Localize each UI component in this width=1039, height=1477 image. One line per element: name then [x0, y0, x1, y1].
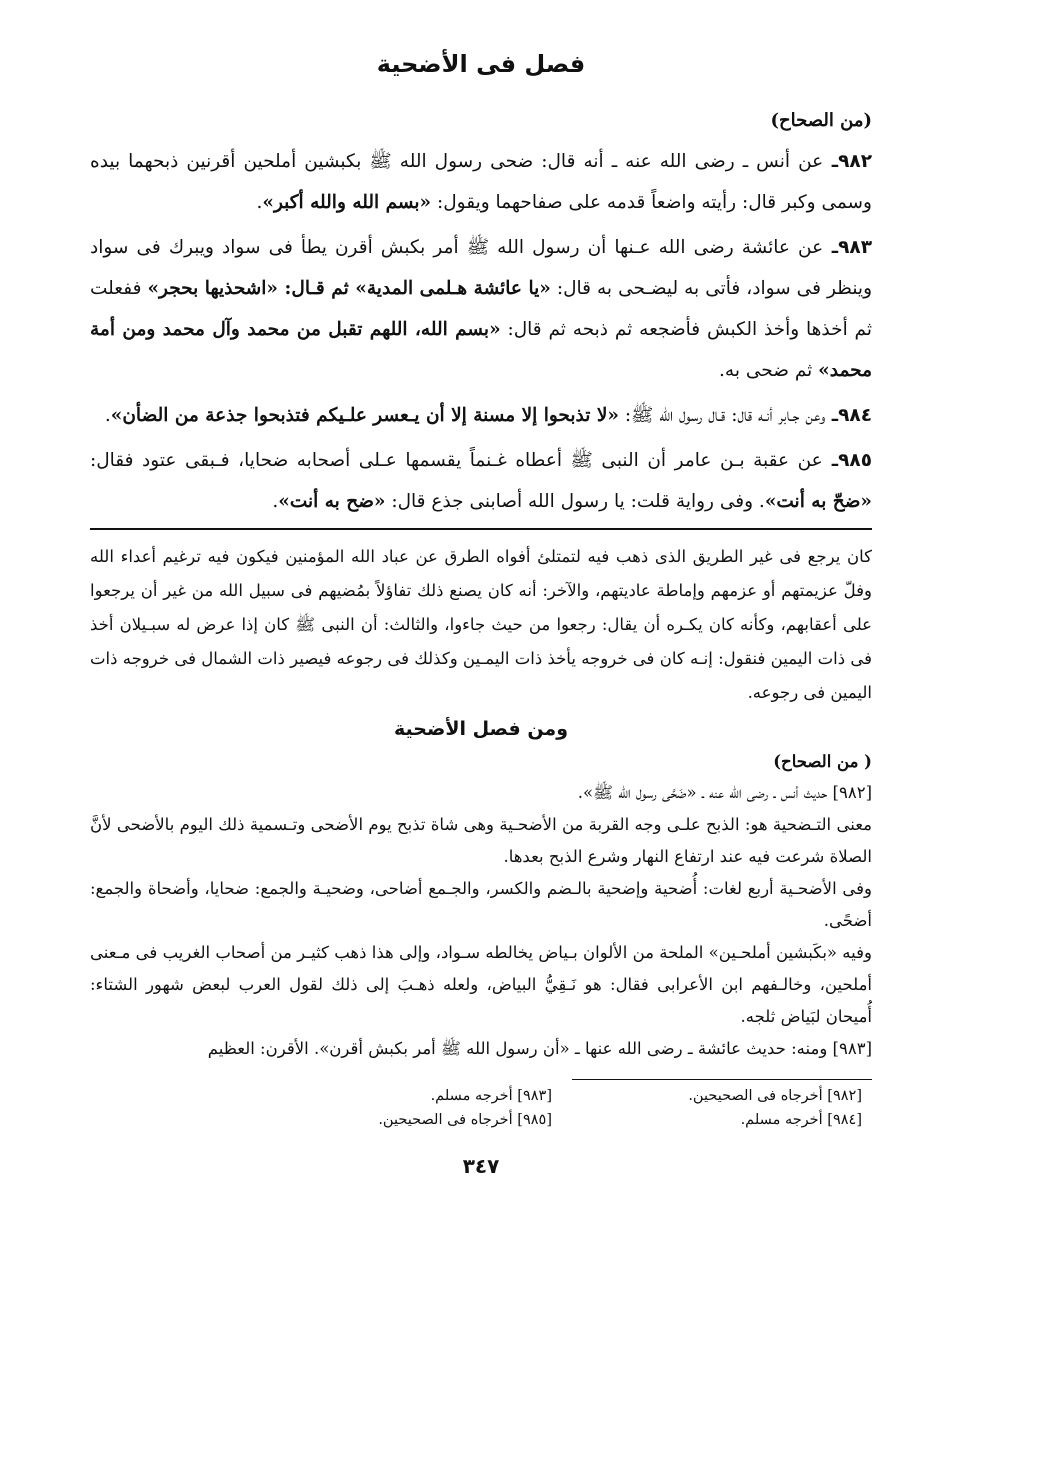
hadith-number: ٩٨٥ — [838, 450, 873, 471]
hadith-quote-2: «بسم الله، اللهم تقبل من محمد وآل محمد ومن أمة محمد» — [90, 319, 872, 381]
hadith-number: ٩٨٤ — [838, 405, 872, 426]
explanation-block — [90, 777, 872, 1065]
commentary-block — [90, 540, 872, 710]
footnote: [٩٨٤] أخرجه مسلم. — [740, 1112, 862, 1128]
hadith-982: ٩٨٢ـ عن أنس ـ رضى الله عنه ـ أنه قال: ضحى رسول الله ﷺ بكبشين أملحين أقرنين ذبحهما بيده وسمى وكبر قال: رأيته واضعاً قدمه على صفاحهما ويقول: «بسم الله والله أكبر». — [90, 151, 872, 213]
hadith-tail: . — [256, 192, 263, 213]
chapter-title: فصل فى الأضحية — [376, 50, 586, 78]
hadith-text-2: . وفى رواية قلت: يا رسول الله أصابنى جذع قال: — [385, 491, 765, 512]
hadith-text: عن عائشة رضى الله عـنها أن رسول الله ﷺ أمر بكبش أقرن يطأ فى سواد ويبرك فى سواد وينظر فى سواد، فأتى به ليضـحى به قال: — [90, 237, 872, 299]
subsection-label: ( من الصحاح) — [773, 752, 872, 771]
hadith-quote-2: «ضح به أنت» — [278, 491, 386, 512]
hadith-quote: «يا عائشة هـلمى المدية» ثم قـال: «اشحذيها بحجر» — [147, 278, 551, 299]
hadith-text-2: ففعلت ثم أخذها وأخذ الكبش فأضجعه ثم ذبحه ثم قال: — [90, 278, 873, 340]
footnote: [٩٨٢] أخرجاه فى الصحيحين. — [688, 1088, 862, 1104]
hadith-tail: ثم ضحى به. — [719, 360, 819, 381]
hadith-quote: «بسم الله والله أكبر» — [262, 192, 432, 213]
hadith-984: ٩٨٤ـ وعن جـابر أنـه قال: قـال رسول الله ﷺ: «لا تذبحوا إلا مسنة إلا أن يـعسر علـيكم فتذبحوا جذعة من الضأن». — [104, 405, 872, 426]
commentary-text: كان يرجع فى غير الطريق الذى ذهب فيه لتمتلئ أفواه الطرق عن عباد الله المؤمنين فيكون فيه ترغيم أعداء الله وفلّ عزيمتهم أو عزمهم وإماطة عاديتهم، والآخر: أنه كان يصنع ذلك تفاؤلاً بمُضيهم فى سبيل الله من غير أن يرجعوا على أعقابهم، وكأنه كان يكـره أن يقال: رجعوا من حيث جاءوا، والثالث: أن النبى ﷺ كان إذا عرض له سبـيلان أخذ فى ذات اليمين فنقول: إنـه كان فى خروجه يأخذ ذات اليمـين وكذلك فى رجوعه فيصير ذات الشمال فى خروجه ذات اليمين فى رجوعه. — [90, 547, 872, 702]
hadith-number: ٩٨٣ — [838, 237, 872, 258]
hadith-985: ٩٨٥ـ عن عقبة بـن عامر أن النبى ﷺ أعطاه غـنماً يقسمها عـلى أصحابه ضحايا، فـبقى عتود فقال: «ضحّ به أنت». وفى رواية قلت: يا رسول الله أصابنى جذع قال: «ضح به أنت». — [90, 450, 873, 512]
explanation-paragraph: وفيه «بكَبشين أملحـين» الملحة من الألوان بـياض يخالطه سـواد، وإلى هذا ذهب كثيـر من أصحاب الغريب فى مـعنى أملحين، وخالـفهم ابن الأعرابى فقال: هو نَـقِيُّ البياض، ولعله ذهـبَ إلى ذلك لقول العرب لبعض شهور الشتاء: أُميحان لبَياض ثلجه. — [90, 943, 872, 1026]
footnote-rule — [572, 1079, 872, 1080]
hadith-tail: . — [272, 491, 279, 512]
explanation-paragraph: معنى التـضحية هو: الذبح علـى وجه القربة من الأضحـية وهى شاة تذبح يوم الأضحى وتـسمية ذلك اليوم بالأضحى لأنَّ الصلاة شرعت فيه عند ارتفاع النهار وشرع الذبح بعدها. — [90, 815, 872, 866]
explanation-paragraph: [٩٨٣] ومنه: حديث عائشة ـ رضى الله عنها ـ «أن رسول الله ﷺ أمر بكبش أقرن». الأقرن: العظيم — [207, 1039, 872, 1058]
footnote: [٩٨٥] أخرجاه فى الصحيحين. — [378, 1112, 552, 1128]
separator-rule — [90, 528, 872, 530]
page-number: ٣٤٧ — [462, 1154, 500, 1178]
book-page — [90, 50, 872, 1178]
hadith-983: ٩٨٣ـ عن عائشة رضى الله عـنها أن رسول الله ﷺ أمر بكبش أقرن يطأ فى سواد ويبرك فى سواد وينظر فى سواد، فأتى به ليضـحى به قال: «يا عائشة هـلمى المدية» ثم قـال: «اشحذيها بحجر» ففعلت ثم أخذها وأخذ الكبش فأضجعه ثم ذبحه ثم قال: «بسم الله، اللهم تقبل من محمد وآل محمد ومن أمة محمد» ثم ضحى به. — [90, 237, 873, 381]
hadith-text: عن أنس ـ رضى الله عنه ـ أنه قال: ضحى رسول الله ﷺ بكبشين أملحين أقرنين ذبحهما بيده وسمى وكبر قال: رأيته واضعاً قدمه على صفاحهما ويقول: — [90, 151, 872, 213]
subsection-title: ومن فصل الأضحية — [393, 718, 568, 740]
footnote: [٩٨٣] أخرجه مسلم. — [430, 1088, 552, 1104]
hadith-quote: «لا تذبحوا إلا مسنة إلا أن يـعسر علـيكم فتذبحوا جذعة من الضأن» — [110, 405, 619, 426]
explanation-paragraph: [٩٨٢] حديث أنس ـ رضى الله عنه ـ «ضَحَّى رسول الله ﷺ». — [577, 783, 872, 802]
hadith-quote: «ضحّ به أنت» — [764, 491, 872, 512]
hadith-tail: . — [104, 405, 111, 426]
footnotes — [262, 1088, 862, 1128]
explanation-paragraph: وفى الأضحـية أربع لغات: أُضحية وإضحية بالـضم والكسر، والجـمع أضاحى، وضحيـة والجمع: ضحايا، وأضحاة والجمع: أضحًى. — [90, 879, 872, 930]
section-label: (من الصحاح) — [770, 110, 872, 131]
hadith-text: وعن جـابر أنـه قال: قـال رسول الله ﷺ: — [618, 405, 826, 426]
hadith-text: عن عقبة بـن عامر أن النبى ﷺ أعطاه غـنماً يقسمها عـلى أصحابه ضحايا، فـبقى عتود فقال: — [90, 450, 823, 471]
hadith-number: ٩٨٢ — [838, 151, 872, 172]
